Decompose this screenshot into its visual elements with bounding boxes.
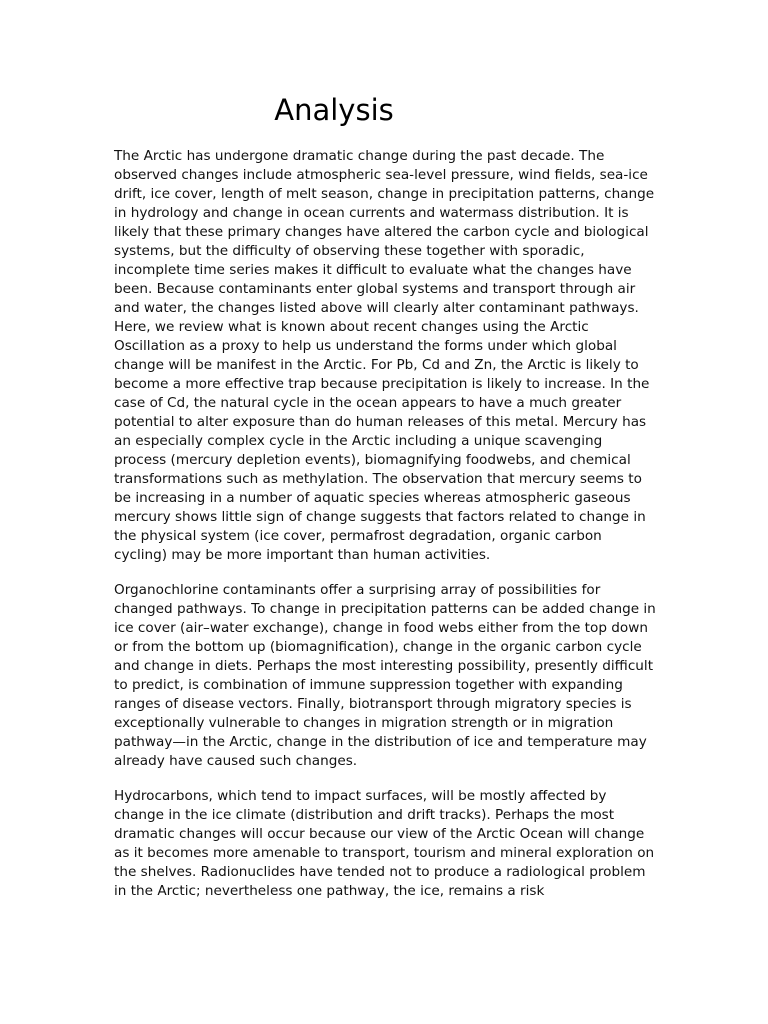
paragraph-hydrocarbons: Hydrocarbons, which tend to impact surfaces, will be mostly affected by change in the ice climate (distribution and drift tracks). Perhaps the most dramatic changes will occur because our view of the Arctic Ocean will change as it becomes more amenable to transport, tourism and mineral exploration on the shelves. Radionuclides have tended not to produce a radiological problem in the Arctic; nevertheless one pathway, the ice, remains a risk <box>114 788 655 899</box>
paragraph-arctic-change: The Arctic has undergone dramatic change during the past decade. The observed changes include atmospheric sea-level pressure, wind fields, sea-ice drift, ice cover, length of melt season, change in precipitation patterns, change in hydrology and change in ocean currents and watermass distribution. It is likely that these primary changes have altered the carbon cycle and biological systems, but the difficulty of observing these together with sporadic, incomplete time series makes it difficult to evaluate what the changes have been. Because contaminants enter global systems and transport through air and water, the changes listed above will clearly alter contaminant pathways. Here, we review what is known about recent changes using the Arctic Oscillation as a proxy to help us understand the forms under which global change will be manifest in the Arctic. For Pb, Cd and Zn, the Arctic is likely to become a more effective trap because precipitation is likely to increase. In the case of Cd, the natural cycle in the ocean appears to have a much greater potential to alter exposure than do human releases of this metal. Mercury has an especially complex cycle in the Arctic including a unique scavenging process (mercury depletion events), biomagnifying foodwebs, and chemical transformations such as methylation. The observation that mercury seems to be increasing in a number of aquatic species whereas atmospheric gaseous mercury shows little sign of change suggests that factors related to change in the physical system (ice cover, permafrost degradation, organic carbon cycling) may be more important than human activities. <box>114 148 655 563</box>
paragraph-organochlorine: Organochlorine contaminants offer a surprising array of possibilities for changed pathways. To change in precipitation patterns can be added change in ice cover (air–water exchange), change in food webs either from the top down or from the bottom up (biomagnification), change in the organic carbon cycle and change in diets. Perhaps the most interesting possibility, presently difficult to predict, is combination of immune suppression together with expanding ranges of disease vectors. Finally, biotransport through migratory species is exceptionally vulnerable to changes in migration strength or in migration pathway—in the Arctic, change in the distribution of ice and temperature may already have caused such changes. <box>114 582 656 769</box>
page-title: Analysis <box>274 93 394 127</box>
document-body <box>114 147 656 917</box>
